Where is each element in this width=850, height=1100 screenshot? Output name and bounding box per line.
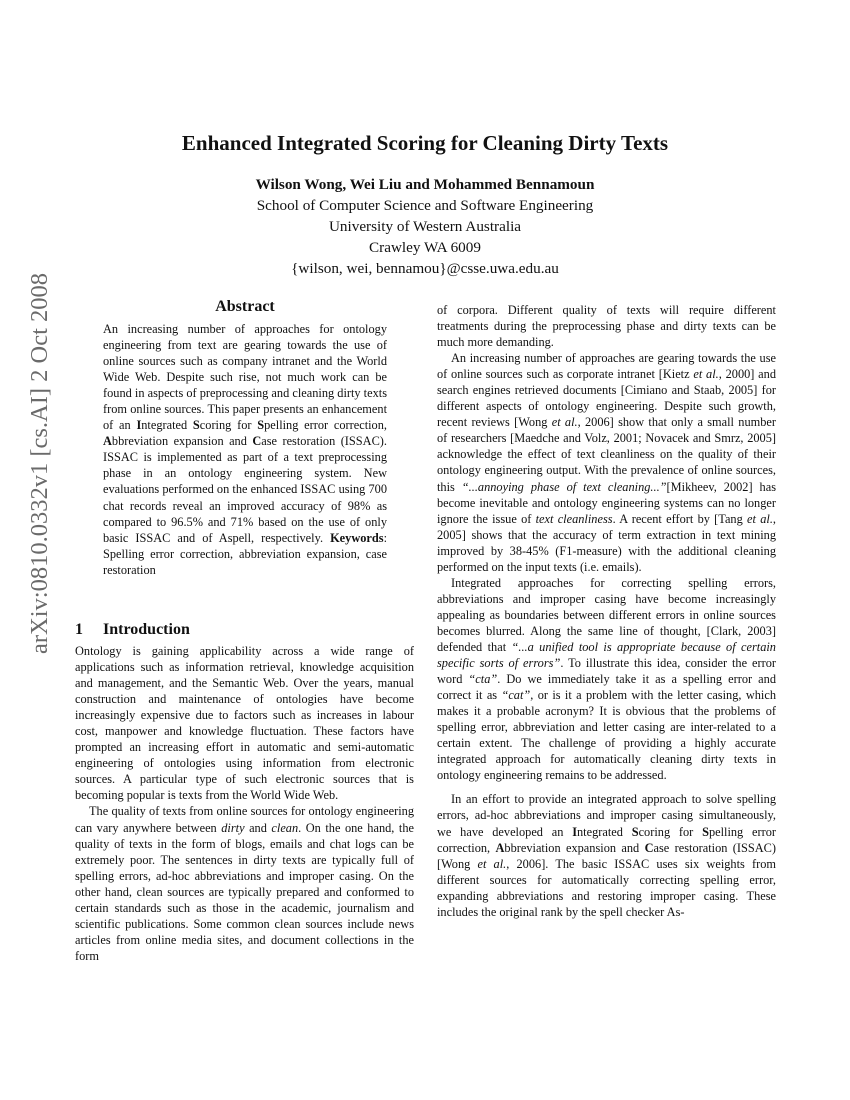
section-title: Introduction bbox=[103, 621, 190, 638]
author-block bbox=[0, 174, 850, 279]
affiliation-location: Crawley WA 6009 bbox=[369, 239, 481, 256]
author-names: Wilson Wong, Wei Liu and Mohammed Bennamoun bbox=[255, 176, 595, 193]
affiliation-university: University of Western Australia bbox=[328, 218, 522, 235]
arxiv-identifier-stamp: arXiv:0810.0332v1 [cs.AI] 2 Oct 2008 bbox=[26, 272, 53, 654]
keywords-label: Keywords bbox=[330, 530, 384, 545]
keywords-list: : Spelling error correction, abbreviation expansion, case restoration bbox=[103, 530, 387, 577]
section-heading-introduction bbox=[75, 621, 415, 639]
intro-paragraph-2-continued: of corpora. Different quality of texts will require different treatments during the preprocessing phase and dirty texts can be much more demanding. bbox=[437, 303, 776, 350]
section-number: 1 bbox=[75, 621, 83, 638]
intro-paragraph-4: Integrated approaches for correcting spelling errors, abbreviations and improper casing have become increasingly appealing as boundaries between different errors in online sources becomes blurred. Along the same line of thought, [Clark, 2003] defended that “...a unified tool is appropriate because of certain specific sorts of errors”. To illustrate this idea, consider the error word “cta”. Do we immediately take it as a spelling error and correct it as “cat”, or is it a problem with the letter casing, which makes it a probable acronym? It is obvious that the problems of spelling error, abbreviation and letter casing are inter-related to a certain extent. The challenge of providing a highly accurate integrated approach for automatically cleaning dirty texts in ontology engineering remains to be addressed. bbox=[437, 575, 776, 783]
right-column-body bbox=[437, 302, 776, 920]
abstract-paragraph: An increasing number of approaches for ontology engineering from text are gearing towards the use of online sources such as company intranet and the World Wide Web. Despite such rise, not much work can be found in aspects of preprocessing and cleaning dirty texts from online sources. This paper presents an enhancement of an Integrated Scoring for Spelling error correction, Abbreviation expansion and Case restoration (ISSAC). ISSAC is implemented as part of a text preprocessing phase in an ontology engineering system. New evaluations performed on the enhanced ISSAC using 700 chat records reveal an improved accuracy of 98% as compared to 96.5% and 71% based on the use of only basic ISSAC and of Aspell, respectively. Keywords: Spelling error correction, abbreviation expansion, case restoration bbox=[103, 322, 387, 577]
intro-paragraph-5: In an effort to provide an integrated approach to solve spelling errors, ad-hoc abbreviations and improper casing simultaneously, we have developed an Integrated Scoring for Spelling error correction, Abbreviation expansion and Case restoration (ISSAC) [Wong et al., 2006]. The basic ISSAC uses six weights from different sources for automatically correcting spelling error, expanding abbreviations and restoring improper casing. These includes the original rank by the spell checker As- bbox=[437, 792, 776, 919]
left-column-body bbox=[75, 643, 414, 964]
affiliation-school: School of Computer Science and Software Engineering bbox=[256, 197, 594, 214]
abstract-body bbox=[103, 321, 387, 578]
intro-paragraph-3: An increasing number of approaches are gearing towards the use of online sources such as corporate intranet [Kietz et al., 2000] and search engines retrieved documents [Cimiano and Staab, 2005] for different aspects of ontology engineering. Despite such growth, recent reviews [Wong et al., 2006] show that only a small number of researchers [Maedche and Volz, 2001; Novacek and Smrz, 2005] acknowledge the effect of text cleanliness on the quality of their ontology engineering output. With the prevalence of online sources, this “...annoying phase of text cleaning...”[Mikheev, 2002] has become inevitable and ontology engineering systems can no longer ignore the issue of text cleanliness. A recent effort by [Tang et al., 2005] shows that the accuracy of term extraction in text mining improved by 38-45% (F1-measure) with the additional cleaning performed on the input texts (i.e. emails). bbox=[437, 351, 776, 574]
author-emails: {wilson, wei, bennamou}@csse.uwa.edu.au bbox=[291, 260, 559, 277]
abstract-heading: Abstract bbox=[215, 298, 275, 315]
intro-paragraph-2: The quality of texts from online sources for ontology engineering can vary anywhere between dirty and clean. On the one hand, the quality of texts in the form of blogs, emails and chat logs can be extremely poor. The sentences in dirty texts are typically full of spelling errors, ad-hoc abbreviations and improper casing. On the other hand, clean sources are typically prepared and conformed to certain standards such as those in the academic, journalism and scientific publications. Some common clean sources include news articles from online media sites, and document collections in the form bbox=[75, 804, 414, 963]
paper-title: Enhanced Integrated Scoring for Cleaning Dirty Texts bbox=[181, 131, 669, 155]
intro-paragraph-1: Ontology is gaining applicability across a wide range of applications such as information retrieval, knowledge acquisition and management, and the Semantic Web. Over the years, manual construction and maintenance of ontologies have become increasingly expensive due to factors such as increases in labour cost, manpower and knowledge fluctuation. These factors have prompted an increasing effort in automatic and semi-automatic engineering of ontologies using information from electronic sources. A particular type of such electronic sources that is becoming popular is texts from the World Wide Web. bbox=[75, 644, 414, 803]
